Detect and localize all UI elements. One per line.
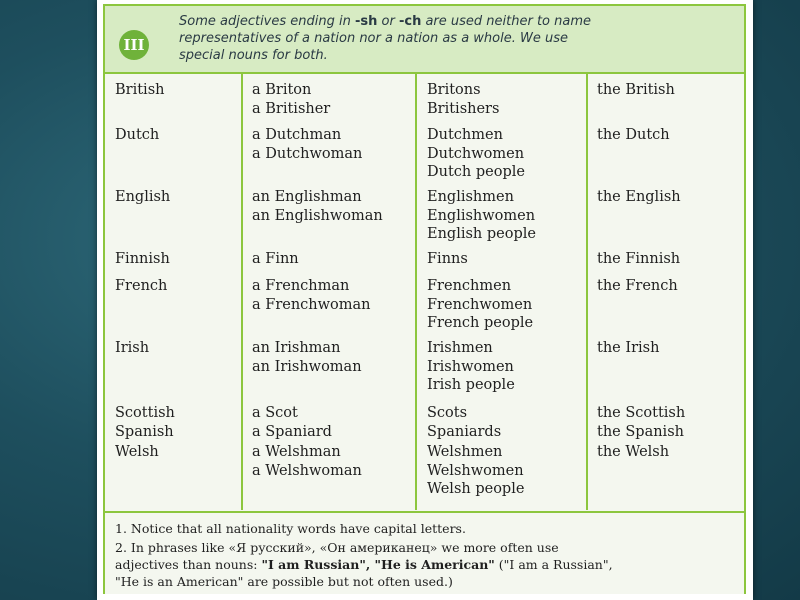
nation-cell xyxy=(597,250,742,269)
nation-cell xyxy=(597,81,742,100)
nation-cell xyxy=(597,277,742,296)
cell-line: Britons xyxy=(427,82,481,98)
person-cell xyxy=(252,443,417,480)
cell-line: Scots xyxy=(427,405,468,421)
section-number-badge: III xyxy=(119,30,149,60)
cell-line: the Finnish xyxy=(597,251,681,267)
adjective-cell xyxy=(115,404,240,441)
cell-line: Englishmen xyxy=(427,189,514,205)
cell-line: the Welsh xyxy=(597,444,670,460)
cell-line: the Spanish xyxy=(597,423,684,440)
adjective-cell xyxy=(115,250,240,269)
adjective-cell xyxy=(115,443,240,462)
adjective-cell xyxy=(115,126,240,145)
note-text: adjectives than nouns: xyxy=(115,557,262,572)
cell-line: Britishers xyxy=(427,100,500,117)
nation-cell xyxy=(597,188,742,207)
plural-cell xyxy=(427,188,592,244)
textbook-page xyxy=(97,0,753,600)
cell-line: Dutch people xyxy=(427,164,525,180)
adjective-cell xyxy=(115,81,240,100)
rule-header xyxy=(105,6,744,74)
cell-line: a Britisher xyxy=(252,100,331,117)
cell-line: Finnish xyxy=(115,251,170,267)
cell-line: a Scot xyxy=(252,405,298,421)
cell-line: French people xyxy=(427,315,534,331)
cell-line: Irish xyxy=(115,340,150,356)
cell-line: a Frenchman xyxy=(252,278,350,294)
cell-line: an Englishwoman xyxy=(252,207,383,224)
adjective-cell xyxy=(115,339,240,358)
cell-line: Welshmen xyxy=(427,444,503,460)
rule-text-part: or xyxy=(377,14,399,29)
cell-line: Dutchmen xyxy=(427,127,503,143)
cell-line: a Briton xyxy=(252,82,312,98)
suffix-sh: -sh xyxy=(355,14,378,29)
cell-line: Irishwomen xyxy=(427,358,514,375)
note-2-line-3: "He is an American" are possible but not often used.) xyxy=(115,574,453,589)
cell-line: French xyxy=(115,278,168,294)
cell-line: a Frenchwoman xyxy=(252,296,371,313)
nation-cell xyxy=(597,443,742,462)
cell-line: a Spaniard xyxy=(252,423,332,440)
cell-line: Scottish xyxy=(115,405,175,421)
rule-text-line-2: representatives of a nation nor a nation as a whole. We use xyxy=(179,31,568,46)
cell-line: an Irishman xyxy=(252,340,341,356)
cell-line: Finns xyxy=(427,251,468,267)
cell-line: Spanish xyxy=(115,423,174,440)
cell-line: the English xyxy=(597,189,681,205)
note-2-line-1: 2. In phrases like «Я русский», «Он американец» we more often use xyxy=(115,540,559,555)
rule-text-part: Some adjectives ending in xyxy=(179,14,355,29)
cell-line: the Scottish xyxy=(597,405,686,421)
nation-cell xyxy=(597,126,742,145)
note-example-bold: "I am Russian", "He is American" xyxy=(261,557,495,572)
cell-line: Frenchmen xyxy=(427,278,512,294)
cell-line: Welsh people xyxy=(427,481,525,497)
cell-line: a Welshman xyxy=(252,444,341,460)
person-cell xyxy=(252,277,417,314)
cell-line: the British xyxy=(597,82,675,98)
person-cell xyxy=(252,404,417,441)
notes-section xyxy=(105,511,744,594)
cell-line: Irish people xyxy=(427,377,515,393)
grammar-card xyxy=(103,4,746,594)
person-cell xyxy=(252,250,417,269)
plural-cell xyxy=(427,250,592,269)
cell-line: Englishwomen xyxy=(427,207,536,224)
cell-line: Spaniards xyxy=(427,423,502,440)
plural-cell xyxy=(427,126,592,182)
cell-line: a Dutchman xyxy=(252,127,342,143)
cell-line: English xyxy=(115,189,171,205)
person-cell xyxy=(252,126,417,163)
cell-line: Welshwomen xyxy=(427,462,524,479)
nationality-table xyxy=(105,74,744,510)
cell-line: the Irish xyxy=(597,340,660,356)
suffix-ch: -ch xyxy=(398,14,422,29)
rule-text-line-3: special nouns for both. xyxy=(179,48,328,63)
column-divider xyxy=(241,74,243,510)
cell-line: the French xyxy=(597,278,678,294)
note-1: 1. Notice that all nationality words have capital letters. xyxy=(115,521,466,536)
adjective-cell xyxy=(115,188,240,207)
cell-line: a Welshwoman xyxy=(252,462,362,479)
cell-line: British xyxy=(115,82,165,98)
cell-line: the Dutch xyxy=(597,127,670,143)
cell-line: an Englishman xyxy=(252,189,362,205)
person-cell xyxy=(252,188,417,225)
cell-line: Dutchwomen xyxy=(427,145,525,162)
cell-line: a Finn xyxy=(252,251,299,267)
cell-line: an Irishwoman xyxy=(252,358,362,375)
adjective-cell xyxy=(115,277,240,296)
cell-line: Frenchwomen xyxy=(427,296,533,313)
nation-cell xyxy=(597,404,742,441)
plural-cell xyxy=(427,443,592,499)
note-2-line-2 xyxy=(115,556,740,573)
person-cell xyxy=(252,339,417,376)
cell-line: English people xyxy=(427,226,536,242)
cell-line: a Dutchwoman xyxy=(252,145,363,162)
cell-line: Dutch xyxy=(115,127,160,143)
person-cell xyxy=(252,81,417,118)
plural-cell xyxy=(427,81,592,118)
rule-text-part: are used neither to name xyxy=(421,14,592,29)
plural-cell xyxy=(427,277,592,333)
rule-text xyxy=(179,13,739,64)
cell-line: Welsh xyxy=(115,444,159,460)
note-text: ("I am a Russian", xyxy=(494,557,613,572)
plural-cell xyxy=(427,339,592,395)
plural-cell xyxy=(427,404,592,441)
nation-cell xyxy=(597,339,742,358)
cell-line: Irishmen xyxy=(427,340,493,356)
